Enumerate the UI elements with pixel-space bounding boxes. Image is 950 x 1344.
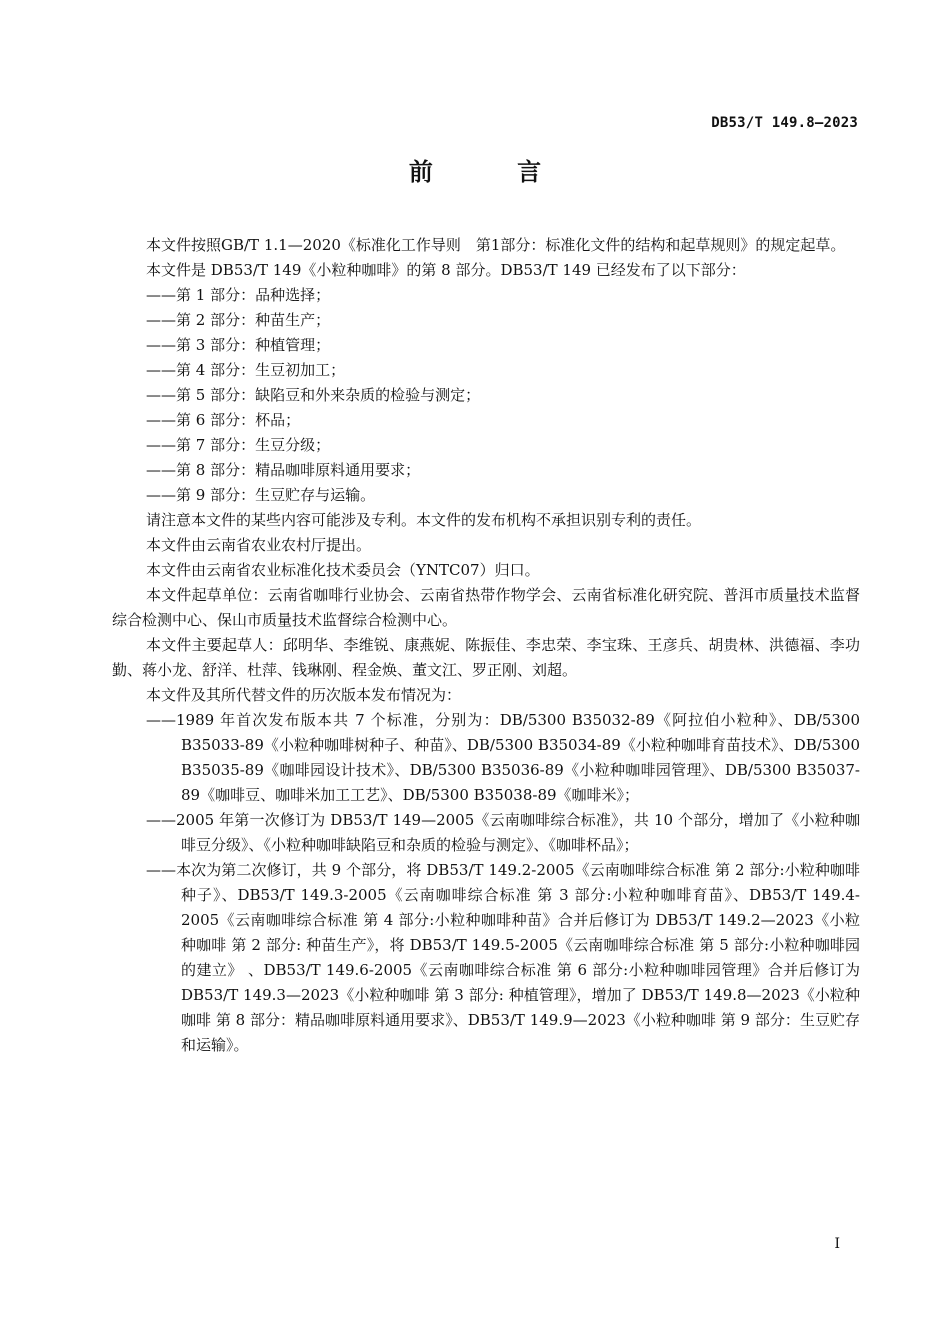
list-item: ——第 4 部分：生豆初加工；: [146, 361, 346, 379]
paragraph: 本文件按照GB/T 1.1—2020《标准化工作导则 第1部分：标准化文件的结构和起草规则》的规定起草。: [146, 236, 846, 254]
paragraph: 本文件起草单位：云南省咖啡行业协会、云南省热带作物学会、云南省标准化研究院、普洱市质量技术监督综合检测中心、保山市质量技术监督综合检测中心。: [112, 586, 860, 629]
paragraph: 本文件是 DB53/T 149《小粒种咖啡》的第 8 部分。DB53/T 149 已经发布了以下部分：: [146, 261, 746, 279]
paragraph: 本文件由云南省农业标准化技术委员会（YNTC07）归口。: [146, 561, 540, 579]
list-item: ——第 9 部分：生豆贮存与运输。: [146, 486, 376, 504]
history-item: ——本次为第二次修订，共 9 个部分，将 DB53/T 149.2-2005《云南咖啡综合标准 第 2 部分:小粒种咖啡 种子》、DB53/T 149.3-2005《云南咖啡综合标准 第 3 部分:小粒种咖啡育苗》、DB53/T 149.4-2005《云南咖啡综合标准 第 4 部分:小粒种咖啡种苗》合并后修订为 DB53/T 149.2—2023《小粒种咖啡 第 2 部分: 种苗生产》，将 DB53/T 149.5-2005《云南咖啡综合标准 第 5 部分:小粒种咖啡园的建立》 、DB53/T 149.6-2005《云南咖啡综合标准 第 6 部分:小粒种咖啡园管理》合并后修订为 DB53/T 149.3—2023《小粒种咖啡 第 3 部分: 种植管理》，增加了 DB53/T 149.8—2023《小粒种咖啡 第 8 部分：精品咖啡原料通用要求》、DB53/T 149.9—2023《小粒种咖啡 第 9 部分：生豆贮存和运输》。: [146, 861, 860, 1054]
page-title: 前 言: [408, 158, 580, 186]
list-item: ——第 1 部分：品种选择；: [146, 286, 331, 304]
history-item: ——2005 年第一次修订为 DB53/T 149—2005《云南咖啡综合标准》，共 10 个部分，增加了《小粒种咖啡豆分级》、《小粒种咖啡缺陷豆和杂质的检验与测定》、《咖啡杯品》；: [146, 811, 860, 854]
paragraph: 本文件及其所代替文件的历次版本发布情况为：: [146, 686, 462, 704]
list-item: ——第 2 部分：种苗生产；: [146, 311, 331, 329]
document-body: [112, 233, 860, 1058]
list-item: ——第 3 部分：种植管理；: [146, 336, 331, 354]
list-item: ——第 8 部分：精品咖啡原料通用要求；: [146, 461, 421, 479]
list-item: ——第 7 部分：生豆分级；: [146, 436, 331, 454]
paragraph: 本文件由云南省农业农村厅提出。: [146, 536, 372, 554]
document-code: DB53/T 149.8—2023: [711, 115, 858, 131]
history-item: ——1989 年首次发布版本共 7 个标准，分别为：DB/5300 B35032-89《阿拉伯小粒种》、DB/5300 B35033-89《小粒种咖啡树种子、种苗》、DB/5300 B35034-89《小粒种咖啡育苗技术》、DB/5300 B35035-89《咖啡园设计技术》、DB/5300 B35036-89《小粒种咖啡园管理》、DB/5300 B35037-89《咖啡豆、咖啡米加工工艺》、DB/5300 B35038-89《咖啡米》；: [146, 711, 860, 804]
paragraph: 本文件主要起草人：邱明华、李维锐、康燕妮、陈振佳、李忠荣、李宝珠、王彦兵、胡贵林、洪德福、李功勤、蒋小龙、舒洋、杜萍、钱琳刚、程金焕、董文江、罗正刚、刘超。: [112, 636, 860, 679]
list-item: ——第 5 部分：缺陷豆和外来杂质的检验与测定；: [146, 386, 481, 404]
paragraph: 请注意本文件的某些内容可能涉及专利。本文件的发布机构不承担识别专利的责任。: [146, 511, 702, 529]
page-number: I: [834, 1236, 840, 1252]
list-item: ——第 6 部分：杯品；: [146, 411, 301, 429]
